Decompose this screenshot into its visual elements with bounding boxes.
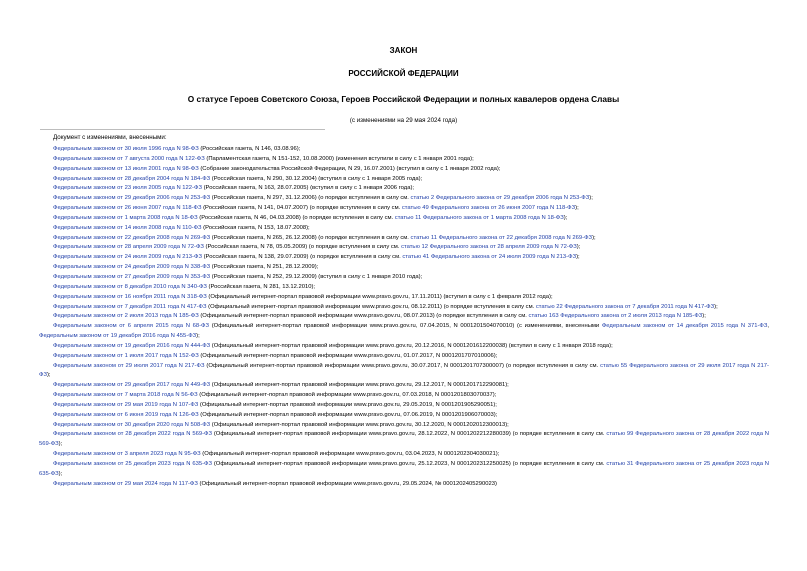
amendment-entry xyxy=(39,450,769,460)
amendment-entry xyxy=(39,401,769,411)
amendment-text: (Парламентская газета, N 151-152, 10.08.2000) (изменения вступили в силу с 1 января 2001 года); xyxy=(204,155,474,162)
amendment-link[interactable]: Федеральным законом от 7 марта 2018 года N 56-ФЗ xyxy=(53,392,198,399)
amendment-link[interactable]: Федеральным законом от 29 мая 2024 года N 117-ФЗ xyxy=(53,480,198,487)
amendment-text: (Российская газета, N 46, 04.03.2008) (о порядке вступления в силу см. xyxy=(197,214,395,221)
amendment-link[interactable]: Федеральным законом от 29 декабря 2006 года N 253-ФЗ xyxy=(53,195,211,202)
amendment-text: (Собрание законодательства Российской Федерации, N 29, 16.07.2001) (вступил в силу с 1 января 2002 года); xyxy=(198,165,501,172)
amendments-list xyxy=(39,145,769,490)
amendment-entry xyxy=(39,204,769,214)
amendment-entry xyxy=(39,421,769,431)
article-link[interactable]: статью 49 Федерального закона от 26 июня 2007 года N 118-ФЗ xyxy=(401,205,576,212)
amendment-text: ); xyxy=(58,441,63,448)
amendment-text: (Официальный интернет-портал правовой информации www.pravo.gov.ru, 25.12.2023, N 0001202312250025) (о порядке вступления в силу см. xyxy=(212,461,607,467)
divider xyxy=(40,129,325,130)
amendment-text: ); xyxy=(46,372,51,379)
amendment-link[interactable]: Федеральным законом от 16 ноября 2011 года N 318-ФЗ xyxy=(53,293,207,300)
amendment-entry xyxy=(39,184,769,194)
amendment-link[interactable]: Федеральным законом от 23 июля 2005 года N 122-ФЗ xyxy=(53,185,202,192)
amendment-text: (Официальный интернет-портал правовой информации www.pravo.gov.ru, 08.12.2011) (о порядке вступления в силу см. xyxy=(206,303,536,310)
article-link[interactable]: статью 11 Федерального закона от 1 марта 2008 года N 18-ФЗ xyxy=(394,214,564,221)
amendment-text: (Официальный интернет-портал правовой информации www.pravo.gov.ru, 30.12.2020, N 0001202012300013); xyxy=(210,421,509,428)
amendment-text: (Официальный интернет-портал правовой информации www.pravo.gov.ru, 07.06.2019, N 0001201906070003); xyxy=(198,411,498,418)
amendment-entry xyxy=(39,352,769,362)
amendment-link[interactable]: Федеральным законом от 14 июля 2008 года N 110-ФЗ xyxy=(53,224,202,231)
article-link[interactable]: статью 55 Федерального закона от 29 июля 2017 года N 217-ФЗ xyxy=(39,362,769,379)
country-heading: РОССИЙСКОЙ ФЕДЕРАЦИИ xyxy=(348,69,459,78)
amendment-text: (Российская газета, N 141, 04.07.2007) (о порядке вступления в силу см. xyxy=(201,205,402,212)
amendment-text: ); xyxy=(589,195,593,202)
amendment-text: ); xyxy=(196,333,200,340)
article-link[interactable]: статью 41 Федерального закона от 24 июля 2009 года N 213-ФЗ xyxy=(402,254,577,261)
article-link[interactable]: статью 31 Федерального закона от 25 декабря 2023 года N 635-ФЗ xyxy=(39,461,770,477)
amendment-link[interactable]: Федеральным законом от 1 марта 2008 года N 18-ФЗ xyxy=(53,214,198,221)
amendment-link[interactable]: Федеральным законом от 24 июля 2009 года N 213-ФЗ xyxy=(53,254,202,261)
amendment-entry xyxy=(39,480,769,490)
amendment-text: (Российская газета, N 290, 30.12.2004) (вступил в силу с 1 января 2005 года); xyxy=(210,175,423,182)
document-title: О статусе Героев Советского Союза, Героев Российской Федерации и полных кавалеров ордена Славы xyxy=(187,94,620,104)
amendment-link[interactable]: Федеральным законом от 19 декабря 2016 года N 444-ФЗ xyxy=(53,342,211,349)
amendment-entry xyxy=(39,273,769,283)
amendment-text: (Российская газета, N 281, 13.12.2010); xyxy=(206,283,316,290)
amendment-text: , xyxy=(767,323,770,330)
amendment-text: (Официальный интернет-портал правовой информации www.pravo.gov.ru, 01.07.2017, N 0001201707010006); xyxy=(198,352,498,359)
amendment-entry xyxy=(39,165,769,175)
amendment-text: ); xyxy=(592,234,596,241)
amendment-entry xyxy=(39,214,769,224)
amendment-text: (Официальный интернет-портал правовой информации www.pravo.gov.ru, 29.05.2024, № 0001202405290023) xyxy=(197,480,497,487)
amendment-entry xyxy=(39,293,769,303)
amendment-entry xyxy=(39,381,769,391)
amendment-text: ); xyxy=(702,313,706,320)
amendment-text: (Официальный интернет-портал правовой информации www.pravo.gov.ru, 03.04.2023, N 0001202304030021); xyxy=(200,451,500,458)
amendment-link[interactable]: Федеральным законом от 3 апреля 2023 года N 95-ФЗ xyxy=(53,451,201,458)
amendment-entry xyxy=(39,430,769,450)
amendment-text: (Официальный интернет-портал правовой информации www.pravo.gov.ru, 29.12.2017, N 0001201712290081); xyxy=(210,382,509,389)
amendment-text: (Официальный интернет-портал правовой информации www.pravo.gov.ru, 28.12.2022, N 0001202212280039) (о порядке вступления в силу см. xyxy=(212,431,607,438)
amendment-entry xyxy=(39,342,769,352)
amendment-text: (Официальный интернет-портал правовой информации www.pravo.gov.ru, 07.04.2015, N 0001201504070010) (с изменениями, внесенными xyxy=(209,323,602,330)
amendment-link[interactable]: Федеральным законом от 24 декабря 2009 года N 338-ФЗ xyxy=(53,264,211,271)
amendment-text: (Российская газета, N 265, 26.12.2008) (о порядке вступления в силу см. xyxy=(210,234,411,241)
amendment-link[interactable]: Федеральным законом от 6 июня 2019 года N 126-ФЗ xyxy=(53,411,199,418)
amendment-link[interactable]: Федеральным законом от 28 декабря 2004 года N 184-ФЗ xyxy=(53,175,211,182)
article-link[interactable]: статью 2 Федерального закона от 29 декабря 2006 года N 253-ФЗ xyxy=(410,195,590,202)
amendment-entry xyxy=(39,243,769,253)
amendment-link[interactable]: Федеральным законом от 30 июля 1996 года N 98-ФЗ xyxy=(53,146,199,152)
law-heading: ЗАКОН xyxy=(389,46,418,55)
amendment-link[interactable]: Федеральным законом от 1 июля 2017 года N 152-ФЗ xyxy=(53,352,199,359)
amendment-link[interactable]: Федеральным законом от 28 апреля 2009 года N 72-ФЗ xyxy=(53,244,204,251)
amendment-link[interactable]: Федеральным законом от 26 июня 2007 года N 118-ФЗ xyxy=(53,205,202,212)
amendment-link[interactable]: Федеральным законом от 29 июля 2017 года N 217-ФЗ xyxy=(53,362,205,369)
amendment-link[interactable]: Федеральным законом от 28 декабря 2022 года N 569-ФЗ xyxy=(53,431,212,438)
amendment-text: ); xyxy=(58,470,63,477)
amendment-text: (Российская газета, N 78, 05.05.2009) (о порядке вступления в силу см. xyxy=(203,244,402,251)
amendment-entry xyxy=(39,155,769,165)
amendment-link[interactable]: Федеральным законом от 25 декабря 2023 года N 635-ФЗ xyxy=(53,461,212,467)
amendment-link[interactable]: Федеральным законом от 7 августа 2000 года N 122-ФЗ xyxy=(53,155,205,162)
amendment-entry xyxy=(39,411,769,421)
amendment-text: (Российская газета, N 252, 29.12.2009) (вступил в силу с 1 января 2010 года); xyxy=(210,273,423,280)
amendment-entry xyxy=(39,303,769,313)
amendment-text: (Российская газета, N 251, 28.12.2009); xyxy=(210,264,319,271)
amendment-text: (Российская газета, N 138, 29.07.2009) (о порядке вступления в силу см. xyxy=(201,254,403,261)
amendment-text: (Российская газета, N 297, 31.12.2006) (о порядке вступления в силу см. xyxy=(210,195,411,202)
amendments-label: Документ с изменениями, внесенными: xyxy=(53,134,167,141)
amendment-text: (Российская газета, N 163, 28.07.2005) (вступил в силу с 1 января 2006 года); xyxy=(201,185,415,192)
amendment-entry xyxy=(39,194,769,204)
amendment-link[interactable]: Федеральным законом от 8 декабря 2010 года N 340-ФЗ xyxy=(53,283,207,290)
amendment-entry xyxy=(39,460,769,480)
amendment-text: (Официальный интернет-портал правовой информации www.pravo.gov.ru, 29.05.2019, N 0001201905290051); xyxy=(198,401,497,408)
amendment-text: (Официальный интернет-портал правовой информации www.pravo.gov.ru, 30.07.2017, N 0001201707300007) (о порядке вступления в силу см. xyxy=(204,362,601,369)
amendment-text: ); xyxy=(576,244,581,251)
amendment-text: (Российская газета, N 153, 18.07.2008); xyxy=(201,224,310,231)
amendment-text: (Официальный интернет-портал правовой информации www.pravo.gov.ru, 07.03.2018, N 0001201803070037); xyxy=(197,392,497,399)
article-link[interactable]: статью 12 Федерального закона от 28 апреля 2009 года N 72-ФЗ xyxy=(401,244,577,251)
amendment-entry xyxy=(39,283,769,293)
amendment-text: ); xyxy=(563,214,568,221)
amendment-entry xyxy=(39,224,769,234)
amendment-link[interactable]: Федеральным законом от 2 июля 2013 года N 185-ФЗ xyxy=(53,313,199,320)
amendment-text: ); xyxy=(714,303,718,310)
amendment-text: (Официальный интернет-портал правовой информации www.pravo.gov.ru, 08.07.2013) (о порядке вступления в силу см. xyxy=(198,313,529,320)
amendment-link[interactable]: Федеральным законом от 7 декабря 2011 года N 417-ФЗ xyxy=(53,303,207,310)
amendment-entry xyxy=(39,312,769,322)
article-link[interactable]: статью 99 Федерального закона от 28 декабря 2022 года N 569-ФЗ xyxy=(39,431,770,448)
amendment-link[interactable]: Федеральным законом от 22 декабря 2008 года N 269-ФЗ xyxy=(53,234,211,241)
revision-subtitle: (с изменениями на 29 мая 2024 года) xyxy=(349,117,458,124)
amendment-entry xyxy=(39,391,769,401)
amendment-link[interactable]: Федеральным законом от 6 апреля 2015 года N 68-ФЗ xyxy=(53,323,210,330)
amendment-entry xyxy=(39,362,769,382)
amendment-text: (Официальный интернет-портал правовой информации www.pravo.gov.ru, 17.11.2011) (вступил в силу с 1 февраля 2012 года); xyxy=(206,293,553,300)
article-link[interactable]: статью 11 Федерального закона от 22 декабря 2008 года N 269-ФЗ xyxy=(410,234,593,241)
amendment-link[interactable]: Федеральным законом от 19 декабря 2016 года N 455-ФЗ xyxy=(39,333,197,340)
amendment-entry xyxy=(39,234,769,244)
amendment-text: ); xyxy=(576,254,580,261)
amendment-entry xyxy=(39,145,769,155)
amendment-link[interactable]: Федеральным законом от 30 декабря 2020 года N 508-ФЗ xyxy=(53,421,211,428)
article-link[interactable]: статью 163 Федерального закона от 2 июля 2013 года N 185-ФЗ xyxy=(528,313,703,320)
amendment-entry xyxy=(39,322,769,342)
article-link[interactable]: статью 22 Федерального закона от 7 декабря 2011 года N 417-ФЗ xyxy=(535,303,715,310)
amendment-entry xyxy=(39,175,769,185)
amendment-text: (Российская газета, N 146, 03.08.96); xyxy=(198,146,301,152)
amendment-entry xyxy=(39,253,769,263)
amendment-text: ); xyxy=(575,205,579,212)
amendment-link[interactable]: Федеральным законом от 13 июля 2001 года N 98-ФЗ xyxy=(53,165,199,172)
article-link[interactable]: Федеральным законом от 14 декабря 2015 года N 371-ФЗ xyxy=(601,323,768,330)
amendment-link[interactable]: Федеральным законом от 29 декабря 2017 года N 449-ФЗ xyxy=(53,382,211,389)
amendment-link[interactable]: Федеральным законом от 27 декабря 2009 года N 353-ФЗ xyxy=(53,273,211,280)
amendment-entry xyxy=(39,263,769,273)
amendment-text: (Официальный интернет-портал правовой информации www.pravo.gov.ru, 20.12.2016, N 0001201612200038) (вступил в силу с 1 января 2018 года); xyxy=(210,342,613,349)
amendment-link[interactable]: Федеральным законом от 29 мая 2019 года N 107-ФЗ xyxy=(53,401,199,408)
